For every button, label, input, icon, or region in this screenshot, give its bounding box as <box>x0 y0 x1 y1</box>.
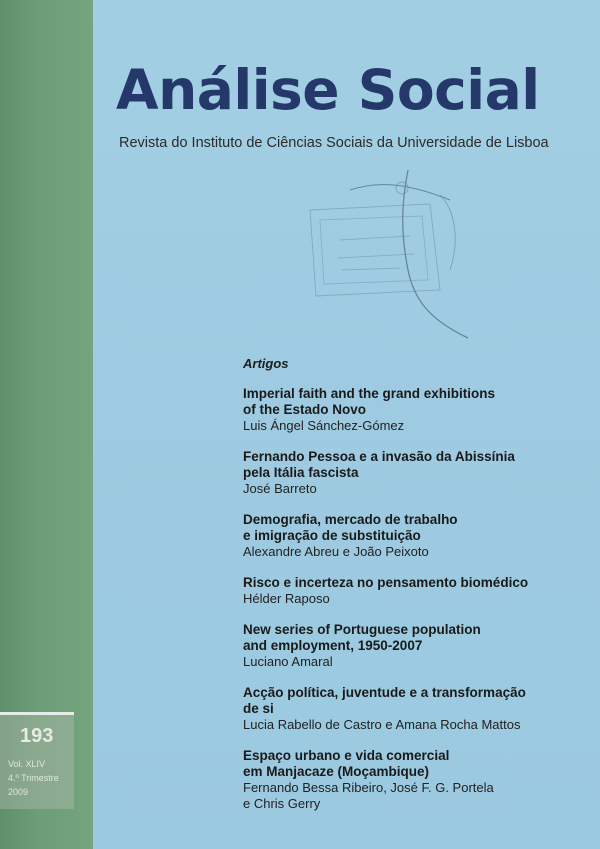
library-sticker <box>0 712 74 809</box>
article-author: José Barreto <box>243 481 317 496</box>
article-title: Imperial faith and the grand exhibitions <box>243 386 496 401</box>
journal-title: Análise Social <box>116 58 540 122</box>
article-title: Demografia, mercado de trabalho <box>243 512 458 527</box>
article-author: Luis Ángel Sánchez-Gómez <box>243 418 405 433</box>
trimester-label: 4.º Trimestre <box>8 773 59 783</box>
article-entry <box>243 575 583 607</box>
article-entry <box>243 685 583 733</box>
article-title: and employment, 1950-2007 <box>243 638 423 653</box>
article-author: Hélder Raposo <box>243 591 330 606</box>
line-drawing-illustration <box>290 170 490 340</box>
volume-label: Vol. XLIV <box>8 759 46 769</box>
article-author: Luciano Amaral <box>243 654 333 669</box>
journal-subtitle: Revista do Instituto de Ciências Sociais da Universidade de Lisboa <box>119 135 549 151</box>
issue-number: 193 <box>20 725 54 747</box>
article-entry <box>243 449 583 497</box>
article-title: em Manjacaze (Moçambique) <box>243 764 430 779</box>
article-entry <box>243 386 583 434</box>
table-of-contents <box>243 356 583 827</box>
year-label: 2009 <box>8 787 29 797</box>
article-title: e imigração de substituição <box>243 528 421 543</box>
section-label: Artigos <box>243 356 289 371</box>
article-title: de si <box>243 701 274 716</box>
article-title: Risco e incerteza no pensamento biomédico <box>243 575 529 590</box>
article-author: Fernando Bessa Ribeiro, José F. G. Portela <box>243 780 494 795</box>
article-title: New series of Portuguese population <box>243 622 481 637</box>
article-author: e Chris Gerry <box>243 796 321 811</box>
article-title: Espaço urbano e vida comercial <box>243 748 450 763</box>
article-entry <box>243 512 583 560</box>
article-title: Fernando Pessoa e a invasão da Abissínia <box>243 449 515 464</box>
article-entry <box>243 748 583 812</box>
article-author: Lucia Rabello de Castro e Amana Rocha Mattos <box>243 717 521 732</box>
article-list <box>243 386 583 812</box>
article-author: Alexandre Abreu e João Peixoto <box>243 544 429 559</box>
article-title: Acção política, juventude e a transformação <box>243 685 526 700</box>
article-entry <box>243 622 583 670</box>
article-title: of the Estado Novo <box>243 402 367 417</box>
article-title: pela Itália fascista <box>243 465 359 480</box>
